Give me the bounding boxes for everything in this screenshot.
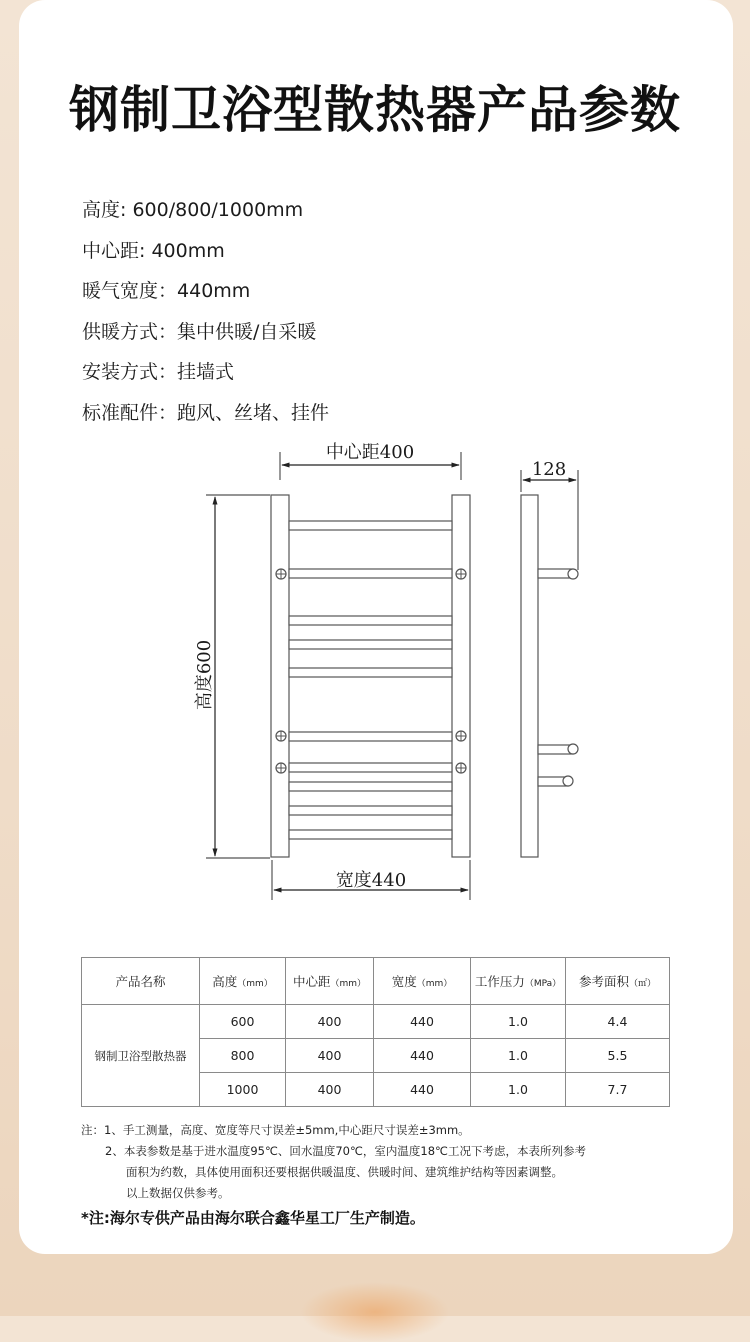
spec-value: 400mm	[151, 239, 225, 262]
center-cell: 400	[286, 1073, 374, 1107]
note-line-3: 面积为约数，具体使用面积还要根据供暖温度、供暖时间、建筑维护结构等因素调整。	[126, 1165, 563, 1179]
height-cell: 1000	[200, 1073, 286, 1107]
note-line-1: 注：1、手工测量，高度、宽度等尺寸误差±5mm,中心距尺寸误差±3mm。	[81, 1123, 470, 1137]
width-cell: 440	[374, 1073, 471, 1107]
product-name-cell: 钢制卫浴型散热器	[82, 1005, 200, 1107]
header-height: 高度（mm）	[200, 958, 286, 1005]
left-column	[271, 495, 289, 857]
right-column	[452, 495, 470, 857]
spec-value: 挂墙式	[177, 361, 235, 384]
pressure-cell: 1.0	[471, 1039, 566, 1073]
spec-value: 600/800/1000mm	[132, 199, 304, 221]
width-label: 宽度440	[335, 870, 407, 891]
note-line-4: 以上数据仅供参考。	[126, 1186, 230, 1200]
spec-label: 安装方式	[82, 361, 159, 384]
side-view-hole	[568, 744, 578, 754]
spec-label: 高度	[82, 199, 121, 221]
header-width: 宽度（mm）	[374, 958, 471, 1005]
spec-width: 暖气宽度：440mm	[82, 280, 251, 303]
width-cell: 440	[374, 1005, 471, 1039]
spec-height: 高度: 600/800/1000mm	[82, 199, 304, 221]
radiator-diagram	[0, 430, 750, 900]
height-label: 高度600	[194, 639, 215, 711]
center-cell: 400	[286, 1005, 374, 1039]
horizontal-tube	[289, 763, 452, 772]
area-cell: 5.5	[566, 1039, 670, 1073]
width-cell: 440	[374, 1039, 471, 1073]
page-title: 钢制卫浴型散热器产品参数	[69, 81, 681, 139]
spec-label: 供暖方式	[82, 320, 159, 343]
horizontal-tube	[289, 782, 452, 791]
side-view-hole	[563, 776, 573, 786]
header-pressure: 工作压力（MPa）	[471, 958, 566, 1005]
spec-label: 暖气宽度	[82, 280, 159, 303]
notes	[81, 1120, 586, 1204]
side-view-hole	[568, 569, 578, 579]
horizontal-tube	[289, 640, 452, 649]
note-line-2: 2、本表参数是基于进水温度95℃、回水温度70℃，室内温度18℃工况下考虑，本表所列参考	[105, 1144, 586, 1158]
horizontal-tube	[289, 732, 452, 741]
height-cell: 600	[200, 1005, 286, 1039]
side-view-column	[521, 495, 538, 857]
spec-center-distance: 中心距: 400mm	[82, 239, 225, 262]
spec-value: 440mm	[177, 280, 251, 303]
area-cell: 7.7	[566, 1073, 670, 1107]
spec-label: 标准配件	[82, 401, 159, 424]
horizontal-tube	[289, 830, 452, 839]
area-cell: 4.4	[566, 1005, 670, 1039]
horizontal-tube	[289, 668, 452, 677]
parameter-table	[81, 957, 670, 1107]
header-product-name: 产品名称	[82, 958, 200, 1005]
height-cell: 800	[200, 1039, 286, 1073]
spec-accessories: 标准配件：跑风、丝堵、挂件	[82, 401, 330, 424]
header-area: 参考面积（㎡）	[566, 958, 670, 1005]
table-header-row	[82, 958, 670, 1005]
center-distance-label: 中心距400	[325, 442, 415, 463]
spec-heating-mode: 供暖方式：集中供暖/自采暖	[82, 320, 317, 343]
horizontal-tube	[289, 616, 452, 625]
horizontal-tube	[289, 521, 452, 530]
horizontal-tube	[289, 569, 452, 578]
pressure-cell: 1.0	[471, 1073, 566, 1107]
spec-list	[82, 196, 329, 440]
spec-value: 集中供暖/自采暖	[177, 320, 317, 343]
manufacturer-note: *注:海尔专供产品由海尔联合鑫华星工厂生产制造。	[81, 1209, 425, 1227]
spec-install-mode: 安装方式：挂墙式	[82, 361, 235, 384]
header-center-distance: 中心距（mm）	[286, 958, 374, 1005]
spec-label: 中心距	[82, 239, 140, 262]
horizontal-tube	[289, 806, 452, 815]
table-row	[82, 1005, 670, 1039]
pressure-cell: 1.0	[471, 1005, 566, 1039]
center-cell: 400	[286, 1039, 374, 1073]
bottom-glow	[300, 1282, 450, 1342]
depth-label: 128	[531, 459, 567, 480]
spec-value: 跑风、丝堵、挂件	[177, 401, 330, 424]
